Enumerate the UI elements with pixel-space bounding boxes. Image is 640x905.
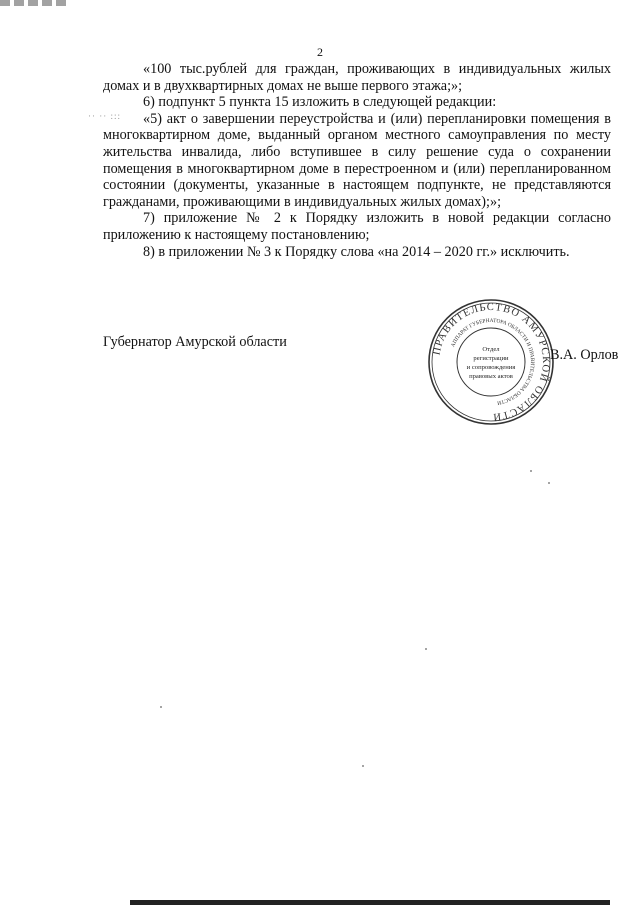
paragraph-amount: «100 тыс.рублей для граждан, проживающих в индивидуальных жилых домах и в двухквартирных домах не выше первого этажа;»; [103, 61, 611, 94]
scan-speck [160, 706, 162, 708]
seal-inner-text: АППАРАТ ГУБЕРНАТОРА ОБЛАСТИ И ПРАВИТЕЛЬСТВА ОБЛАСТИ [450, 317, 536, 406]
scan-speck [530, 470, 532, 472]
scan-bottom-edge [130, 900, 610, 905]
scan-noise: ·· ·· ::: [88, 111, 121, 121]
seal-outer-text: ПРАВИТЕЛЬСТВО АМУРСКОЙ ОБЛАСТИ [431, 301, 552, 423]
document-body [103, 61, 611, 260]
paragraph-subitem-5: «5) акт о завершении переустройства и (или) перепланировки помещения в многоквартирном доме, выданный органом местного самоуправления по месту жительства инвалида, либо вступившее в силу решение суда о сохранении помещения в многоквартирном доме в перестроенном и (или) перепланированном состоянии (документы, указанные в настоящем подпункте, не представляются гражданами, проживающими в индивидуальных жилых домах);»; [103, 110, 611, 210]
page-number: 2 [317, 45, 323, 59]
paragraph-item-6: 6) подпункт 5 пункта 15 изложить в следующей редакции: [143, 94, 497, 111]
seal-center-line-1: Отдел [482, 346, 500, 353]
signatory-name: В.А. Орлов [550, 347, 619, 363]
paragraph-item-7: 7) приложение № 2 к Порядку изложить в новой редакции согласно приложению к настоящему постановлению; [103, 210, 611, 243]
seal-center-line-3: и сопровождения [466, 364, 516, 371]
scan-speck [362, 765, 364, 767]
paragraph-item-8: 8) в приложении № 3 к Порядку слова «на 2014 – 2020 гг.» исключить. [143, 243, 570, 260]
scan-speck [425, 648, 427, 650]
signatory-position: Губернатор Амурской области [103, 334, 287, 350]
scan-speck [548, 482, 550, 484]
seal-center-line-2: регистрации [473, 355, 509, 362]
official-seal [427, 298, 555, 426]
scan-edge-mark [0, 0, 66, 6]
seal-center-line-4: правовых актов [469, 373, 513, 380]
